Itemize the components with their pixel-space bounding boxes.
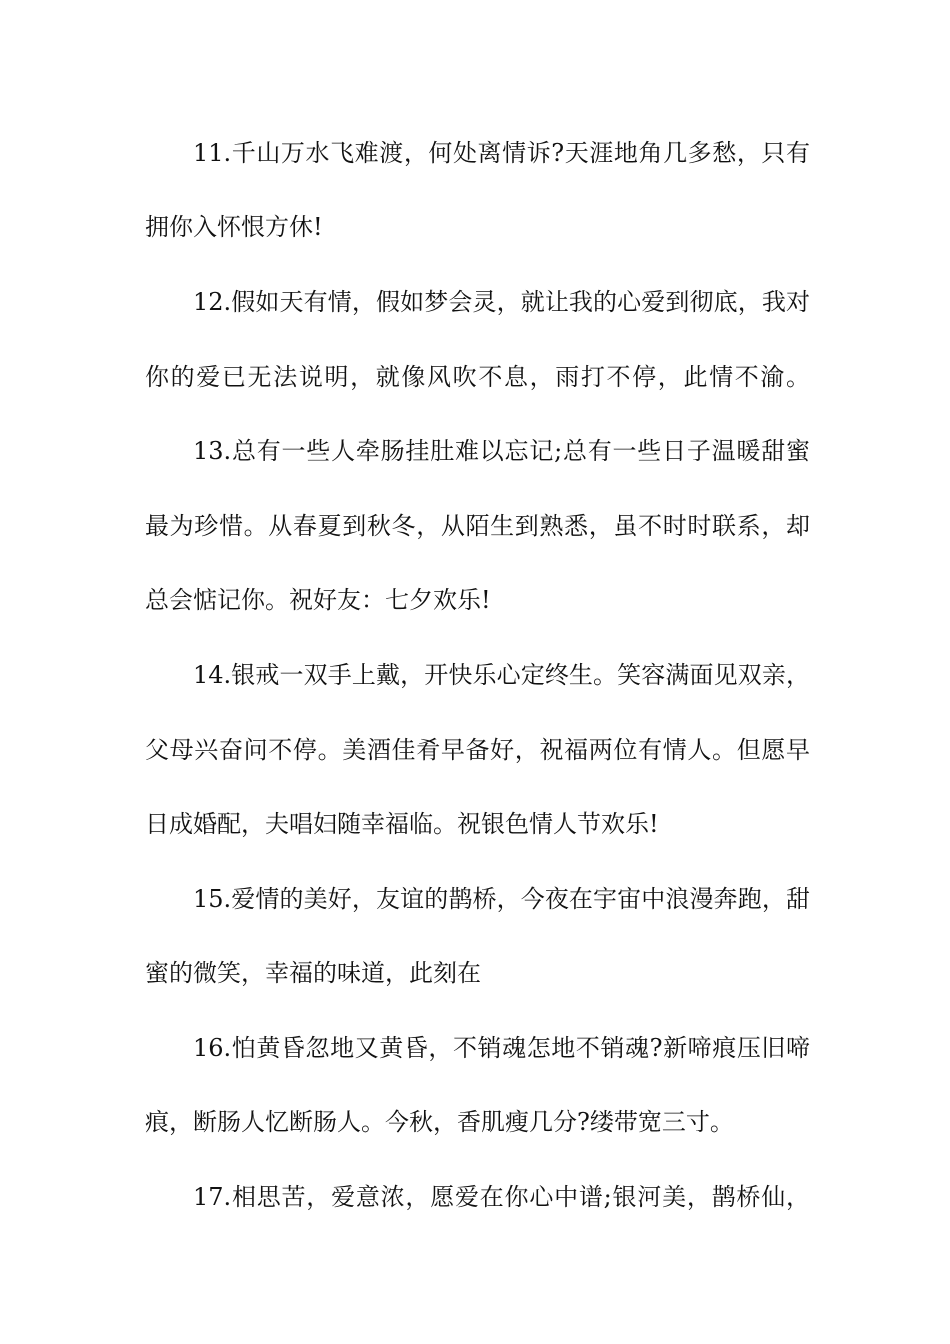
paragraph-11-line-2: 拥你入怀恨方休! <box>145 213 323 241</box>
paragraph-13-line-1: 13.总有一些人牵肠挂肚难以忘记;总有一些日子温暖甜蜜 <box>193 437 810 465</box>
paragraph-16-line-1: 16.怕黄昏忽地又黄昏，不销魂怎地不销魂?新啼痕压旧啼 <box>193 1034 810 1062</box>
paragraph-11-line-1: 11.千山万水飞难渡，何处离情诉?天涯地角几多愁，只有 <box>193 139 810 167</box>
paragraph-12-line-2: 你的爱已无法说明，就像风吹不息，雨打不停，此情不渝。 <box>145 363 810 391</box>
paragraph-14-line-1: 14.银戒一双手上戴，开快乐心定终生。笑容满面见双亲， <box>193 661 810 689</box>
paragraph-15-line-1: 15.爱情的美好，友谊的鹊桥，今夜在宇宙中浪漫奔跑，甜 <box>193 885 810 913</box>
paragraph-16-line-2: 痕，断肠人忆断肠人。今秋，香肌瘦几分?缕带宽三寸。 <box>145 1108 734 1136</box>
paragraph-14-line-2: 父母兴奋问不停。美酒佳肴早备好，祝福两位有情人。但愿早 <box>145 736 810 764</box>
paragraph-13-line-2: 最为珍惜。从春夏到秋冬，从陌生到熟悉，虽不时时联系，却 <box>145 512 810 540</box>
paragraph-17-line-1: 17.相思苦，爱意浓，愿爱在你心中谱;银河美，鹊桥仙， <box>193 1183 810 1211</box>
paragraph-14-line-3: 日成婚配，夫唱妇随幸福临。祝银色情人节欢乐! <box>145 810 659 838</box>
paragraph-13-line-3: 总会惦记你。祝好友：七夕欢乐! <box>145 586 491 614</box>
paragraph-12-line-1: 12.假如天有情，假如梦会灵，就让我的心爱到彻底，我对 <box>193 288 810 316</box>
paragraph-15-line-2: 蜜的微笑，幸福的味道，此刻在 <box>145 959 481 987</box>
